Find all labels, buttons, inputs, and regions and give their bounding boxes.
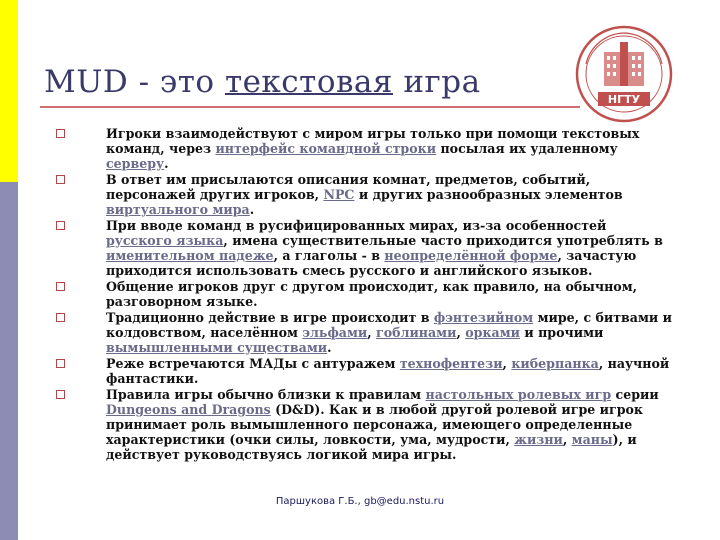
bullet-text: , научной фантастики. [106,356,670,386]
bullet-text: , зачастую приходится использовать смесь русского и английского языков. [106,248,637,278]
hyperlink[interactable]: русского языка [106,233,224,248]
bullet-text: В ответ им присылаются описания комнат, предметов, событий, персонажей других игроков, [106,172,591,202]
hyperlink[interactable]: орками [465,325,520,340]
hyperlink[interactable]: вымышленными существами [106,340,328,355]
bullet-item [52,356,672,386]
square-bullet-icon [56,282,65,291]
hyperlink[interactable]: технофентези [399,356,503,371]
square-bullet-icon [56,359,65,368]
bullet-text: , [562,432,572,447]
bullet-text: серии [611,387,659,402]
bullet-item [52,387,672,462]
bullet-text: , [456,325,466,340]
bullet-text: , имена существительные часто приходится употреблять в [223,233,663,248]
left-strip-gray [0,182,18,540]
bullet-text: . [164,156,169,171]
hyperlink[interactable]: именительном падеже [106,248,274,263]
square-bullet-icon [56,175,65,184]
bullet-text: Традиционно действие в игре происходит в [106,310,434,325]
hyperlink[interactable]: настольных ролевых игр [425,387,612,402]
hyperlink[interactable]: интерфейс командной строки [215,141,437,156]
bullet-text: Реже встречаются МАДы с антуражем [106,356,400,371]
left-strip-yellow [0,0,18,182]
hyperlink[interactable]: гоблинами [376,325,457,340]
bullet-text: . [249,202,255,217]
hyperlink[interactable]: серверу [106,156,165,171]
hyperlink[interactable]: жизни [514,432,563,447]
university-logo-icon [574,24,674,124]
square-bullet-icon [56,221,65,230]
square-bullet-icon [56,313,65,322]
bullet-text: мире, с битвами и колдовством, населённом [106,310,672,340]
footer-author: Паршукова Г.Б., gb@edu.nstu.ru [275,496,445,507]
bullet-text: , а глаголы - в [273,248,385,263]
hyperlink[interactable]: маны [571,432,613,447]
hyperlink[interactable]: фэнтезийном [433,310,534,325]
hyperlink[interactable]: виртуального мира [106,202,250,217]
bullet-text: Правила игры обычно близки к правилам [106,387,426,402]
bullet-item [52,126,672,171]
square-bullet-icon [56,390,65,399]
bullet-text: и прочими [519,325,604,340]
bullet-text: При вводе команд в русифицированных мирах, из-за особенностей [106,218,607,233]
slide-title [44,64,481,100]
logo-label: НГТУ [607,93,641,106]
bullet-text: ), и действует руководствуясь логикой мира игры. [106,432,637,462]
bullet-item [52,279,672,309]
title-suffix: игра [392,64,481,100]
bullet-text: посылая их удаленному [436,141,618,156]
square-bullet-icon [56,129,65,138]
hyperlink[interactable]: эльфами [302,325,368,340]
title-underline-rule [40,106,580,108]
title-underlined-word: текстовая [224,64,393,100]
bullet-text: и других разнообразных элементов [354,187,623,202]
bullet-text: (D&D). Как и в любой другой ролевой игре игрок принимает роль вымышленного персонажа, имеющего определенные характеристики (очки силы, ловкости, ума, мудрости, [106,402,644,447]
bullet-item [52,172,672,217]
bullet-item [52,310,672,355]
bullet-text: . [327,340,332,355]
bullet-list [52,126,672,463]
hyperlink[interactable]: NPC [323,187,355,202]
bullet-text: Общение игроков друг с другом происходит, как правило, на обычном, разговорном языке. [106,279,638,309]
bullet-text: , [367,325,377,340]
title-prefix: MUD - это [44,64,225,100]
bullet-text: Игроки взаимодействуют с миром игры только при помощи текстовых команд, через [106,126,640,156]
hyperlink[interactable]: неопределённой форме [384,248,558,263]
hyperlink[interactable]: киберпанка [511,356,599,371]
hyperlink[interactable]: Dungeons and Dragons [106,402,271,417]
bullet-item [52,218,672,278]
bullet-text: , [502,356,512,371]
